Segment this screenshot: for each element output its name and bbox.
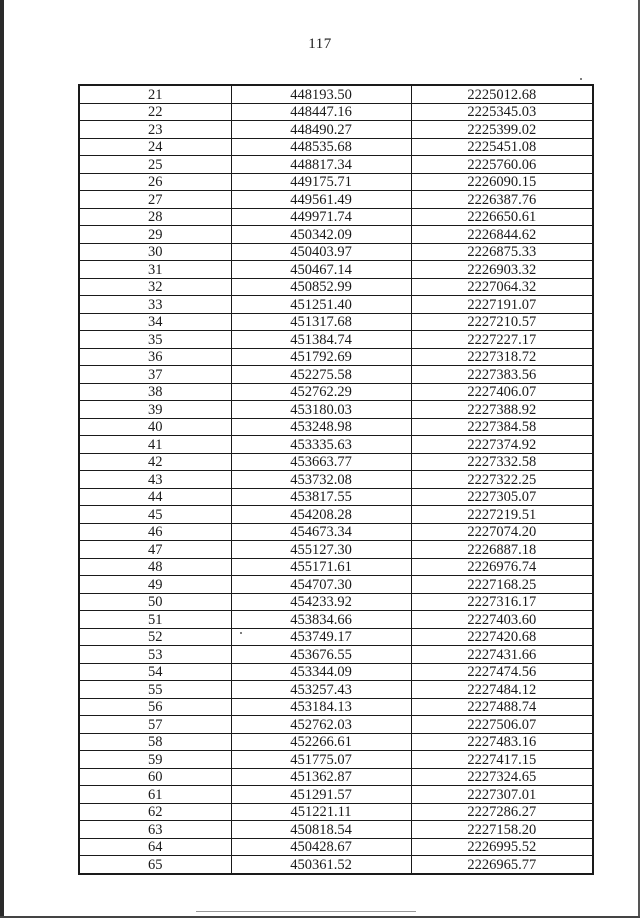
y-coordinate-cell: 2226387.76 <box>411 191 593 209</box>
table-row <box>79 261 593 279</box>
table-row <box>79 173 593 191</box>
y-coordinate-cell: 2227227.17 <box>411 331 593 349</box>
y-coordinate-cell: 2227305.07 <box>411 488 593 506</box>
table-row <box>79 786 593 804</box>
table-row <box>79 751 593 769</box>
x-coordinate-cell: 449971.74 <box>231 208 411 226</box>
x-coordinate-cell: 453335.63 <box>231 436 411 454</box>
table-row <box>79 506 593 524</box>
x-coordinate-cell: 451291.57 <box>231 786 411 804</box>
table-row <box>79 156 593 174</box>
y-coordinate-cell: 2227332.58 <box>411 453 593 471</box>
table-row <box>79 418 593 436</box>
table-row <box>79 541 593 559</box>
table-row <box>79 611 593 629</box>
y-coordinate-cell: 2227210.57 <box>411 313 593 331</box>
x-coordinate-cell: 453248.98 <box>231 418 411 436</box>
table-row <box>79 803 593 821</box>
point-number-cell: 26 <box>79 173 231 191</box>
y-coordinate-cell: 2227483.16 <box>411 733 593 751</box>
y-coordinate-cell: 2227506.07 <box>411 716 593 734</box>
table-row <box>79 698 593 716</box>
point-number-cell: 57 <box>79 716 231 734</box>
x-coordinate-cell: 450361.52 <box>231 856 411 874</box>
y-coordinate-cell: 2227074.20 <box>411 523 593 541</box>
point-number-cell: 54 <box>79 663 231 681</box>
point-number-cell: 28 <box>79 208 231 226</box>
table-row <box>79 628 593 646</box>
x-coordinate-cell: 450818.54 <box>231 821 411 839</box>
point-number-cell: 64 <box>79 838 231 856</box>
point-number-cell: 27 <box>79 191 231 209</box>
point-number-cell: 29 <box>79 226 231 244</box>
point-number-cell: 25 <box>79 156 231 174</box>
y-coordinate-cell: 2226844.62 <box>411 226 593 244</box>
scan-edge-left <box>0 0 4 918</box>
point-number-cell: 40 <box>79 418 231 436</box>
point-number-cell: 36 <box>79 348 231 366</box>
point-number-cell: 48 <box>79 558 231 576</box>
y-coordinate-cell: 2227420.68 <box>411 628 593 646</box>
table-row <box>79 366 593 384</box>
y-coordinate-cell: 2227417.15 <box>411 751 593 769</box>
x-coordinate-cell: 448193.50 <box>231 85 411 103</box>
point-number-cell: 51 <box>79 611 231 629</box>
point-number-cell: 41 <box>79 436 231 454</box>
table-row <box>79 278 593 296</box>
y-coordinate-cell: 2227384.58 <box>411 418 593 436</box>
x-coordinate-cell: 448490.27 <box>231 121 411 139</box>
x-coordinate-cell: 451792.69 <box>231 348 411 366</box>
y-coordinate-cell: 2225345.03 <box>411 103 593 121</box>
point-number-cell: 53 <box>79 646 231 664</box>
table-row <box>79 121 593 139</box>
y-coordinate-cell: 2227286.27 <box>411 803 593 821</box>
x-coordinate-cell: 455127.30 <box>231 541 411 559</box>
point-number-cell: 43 <box>79 471 231 489</box>
y-coordinate-cell: 2226875.33 <box>411 243 593 261</box>
point-number-cell: 55 <box>79 681 231 699</box>
y-coordinate-cell: 2227191.07 <box>411 296 593 314</box>
x-coordinate-cell: 452275.58 <box>231 366 411 384</box>
point-number-cell: 61 <box>79 786 231 804</box>
y-coordinate-cell: 2227316.17 <box>411 593 593 611</box>
point-number-cell: 38 <box>79 383 231 401</box>
point-number-cell: 31 <box>79 261 231 279</box>
table-row <box>79 401 593 419</box>
table-row <box>79 453 593 471</box>
point-number-cell: 58 <box>79 733 231 751</box>
x-coordinate-cell: 453180.03 <box>231 401 411 419</box>
table-row <box>79 558 593 576</box>
x-coordinate-cell: 452762.03 <box>231 716 411 734</box>
x-coordinate-cell: 453834.66 <box>231 611 411 629</box>
y-coordinate-cell: 2227318.72 <box>411 348 593 366</box>
x-coordinate-cell: 453257.43 <box>231 681 411 699</box>
x-coordinate-cell: 455171.61 <box>231 558 411 576</box>
table-row <box>79 348 593 366</box>
table-row <box>79 85 593 103</box>
x-coordinate-cell: 451384.74 <box>231 331 411 349</box>
x-coordinate-cell: 450403.97 <box>231 243 411 261</box>
table-row <box>79 646 593 664</box>
x-coordinate-cell: 451317.68 <box>231 313 411 331</box>
y-coordinate-cell: 2227406.07 <box>411 383 593 401</box>
point-number-cell: 63 <box>79 821 231 839</box>
y-coordinate-cell: 2226090.15 <box>411 173 593 191</box>
table-row <box>79 471 593 489</box>
point-number-cell: 50 <box>79 593 231 611</box>
y-coordinate-cell: 2226903.32 <box>411 261 593 279</box>
point-number-cell: 45 <box>79 506 231 524</box>
x-coordinate-cell: 451775.07 <box>231 751 411 769</box>
coordinates-table <box>78 84 594 875</box>
y-coordinate-cell: 2227322.25 <box>411 471 593 489</box>
point-number-cell: 33 <box>79 296 231 314</box>
table-row <box>79 243 593 261</box>
table-row <box>79 716 593 734</box>
point-number-cell: 23 <box>79 121 231 139</box>
x-coordinate-cell: 452266.61 <box>231 733 411 751</box>
y-coordinate-cell: 2226995.52 <box>411 838 593 856</box>
x-coordinate-cell: 450428.67 <box>231 838 411 856</box>
scan-speck <box>580 78 582 80</box>
point-number-cell: 34 <box>79 313 231 331</box>
y-coordinate-cell: 2227484.12 <box>411 681 593 699</box>
y-coordinate-cell: 2226976.74 <box>411 558 593 576</box>
x-coordinate-cell: 453817.55 <box>231 488 411 506</box>
table-row <box>79 103 593 121</box>
point-number-cell: 37 <box>79 366 231 384</box>
y-coordinate-cell: 2227219.51 <box>411 506 593 524</box>
x-coordinate-cell: 451362.87 <box>231 768 411 786</box>
y-coordinate-cell: 2227431.66 <box>411 646 593 664</box>
table-row <box>79 313 593 331</box>
table-row <box>79 523 593 541</box>
x-coordinate-cell: 450852.99 <box>231 278 411 296</box>
point-number-cell: 46 <box>79 523 231 541</box>
table-row <box>79 226 593 244</box>
point-number-cell: 59 <box>79 751 231 769</box>
table-row <box>79 856 593 874</box>
point-number-cell: 24 <box>79 138 231 156</box>
page-number: 117 <box>308 36 332 52</box>
point-number-cell: 56 <box>79 698 231 716</box>
y-coordinate-cell: 2227474.56 <box>411 663 593 681</box>
y-coordinate-cell: 2225760.06 <box>411 156 593 174</box>
x-coordinate-cell: 454707.30 <box>231 576 411 594</box>
point-number-cell: 22 <box>79 103 231 121</box>
point-number-cell: 42 <box>79 453 231 471</box>
footer-rule <box>196 911 416 912</box>
y-coordinate-cell: 2227383.56 <box>411 366 593 384</box>
point-number-cell: 47 <box>79 541 231 559</box>
x-coordinate-cell: 448447.16 <box>231 103 411 121</box>
point-number-cell: 39 <box>79 401 231 419</box>
x-coordinate-cell: 454208.28 <box>231 506 411 524</box>
table-row <box>79 768 593 786</box>
point-number-cell: 44 <box>79 488 231 506</box>
y-coordinate-cell: 2226650.61 <box>411 208 593 226</box>
point-number-cell: 62 <box>79 803 231 821</box>
point-number-cell: 32 <box>79 278 231 296</box>
y-coordinate-cell: 2226887.18 <box>411 541 593 559</box>
y-coordinate-cell: 2225451.08 <box>411 138 593 156</box>
y-coordinate-cell: 2227324.65 <box>411 768 593 786</box>
point-number-cell: 52 <box>79 628 231 646</box>
table-row <box>79 821 593 839</box>
table-row <box>79 681 593 699</box>
table-row <box>79 576 593 594</box>
x-coordinate-cell: 450342.09 <box>231 226 411 244</box>
x-coordinate-cell: 451251.40 <box>231 296 411 314</box>
table-row <box>79 663 593 681</box>
y-coordinate-cell: 2227158.20 <box>411 821 593 839</box>
y-coordinate-cell: 2227488.74 <box>411 698 593 716</box>
table-row <box>79 296 593 314</box>
y-coordinate-cell: 2225399.02 <box>411 121 593 139</box>
table-row <box>79 488 593 506</box>
y-coordinate-cell: 2227064.32 <box>411 278 593 296</box>
x-coordinate-cell: 452762.29 <box>231 383 411 401</box>
coordinates-table-body <box>79 85 593 874</box>
point-number-cell: 49 <box>79 576 231 594</box>
y-coordinate-cell: 2227374.92 <box>411 436 593 454</box>
point-number-cell: 21 <box>79 85 231 103</box>
x-coordinate-cell: 453732.08 <box>231 471 411 489</box>
x-coordinate-cell: 453676.55 <box>231 646 411 664</box>
x-coordinate-cell: 449561.49 <box>231 191 411 209</box>
x-coordinate-cell: 453663.77 <box>231 453 411 471</box>
table-row <box>79 331 593 349</box>
table-row <box>79 593 593 611</box>
x-coordinate-cell: 454673.34 <box>231 523 411 541</box>
table-row <box>79 138 593 156</box>
y-coordinate-cell: 2227388.92 <box>411 401 593 419</box>
y-coordinate-cell: 2227403.60 <box>411 611 593 629</box>
x-coordinate-cell: 448817.34 <box>231 156 411 174</box>
x-coordinate-cell: 449175.71 <box>231 173 411 191</box>
point-number-cell: 35 <box>79 331 231 349</box>
table-row <box>79 208 593 226</box>
y-coordinate-cell: 2227168.25 <box>411 576 593 594</box>
point-number-cell: 30 <box>79 243 231 261</box>
y-coordinate-cell: 2226965.77 <box>411 856 593 874</box>
point-number-cell: 60 <box>79 768 231 786</box>
x-coordinate-cell: 448535.68 <box>231 138 411 156</box>
x-coordinate-cell: 453344.09 <box>231 663 411 681</box>
table-row <box>79 383 593 401</box>
table-row <box>79 733 593 751</box>
table-row <box>79 436 593 454</box>
x-coordinate-cell: 454233.92 <box>231 593 411 611</box>
table-row <box>79 191 593 209</box>
table-row <box>79 838 593 856</box>
y-coordinate-cell: 2225012.68 <box>411 85 593 103</box>
point-number-cell: 65 <box>79 856 231 874</box>
x-coordinate-cell: 453749.17 <box>231 628 411 646</box>
x-coordinate-cell: 450467.14 <box>231 261 411 279</box>
x-coordinate-cell: 453184.13 <box>231 698 411 716</box>
y-coordinate-cell: 2227307.01 <box>411 786 593 804</box>
x-coordinate-cell: 451221.11 <box>231 803 411 821</box>
